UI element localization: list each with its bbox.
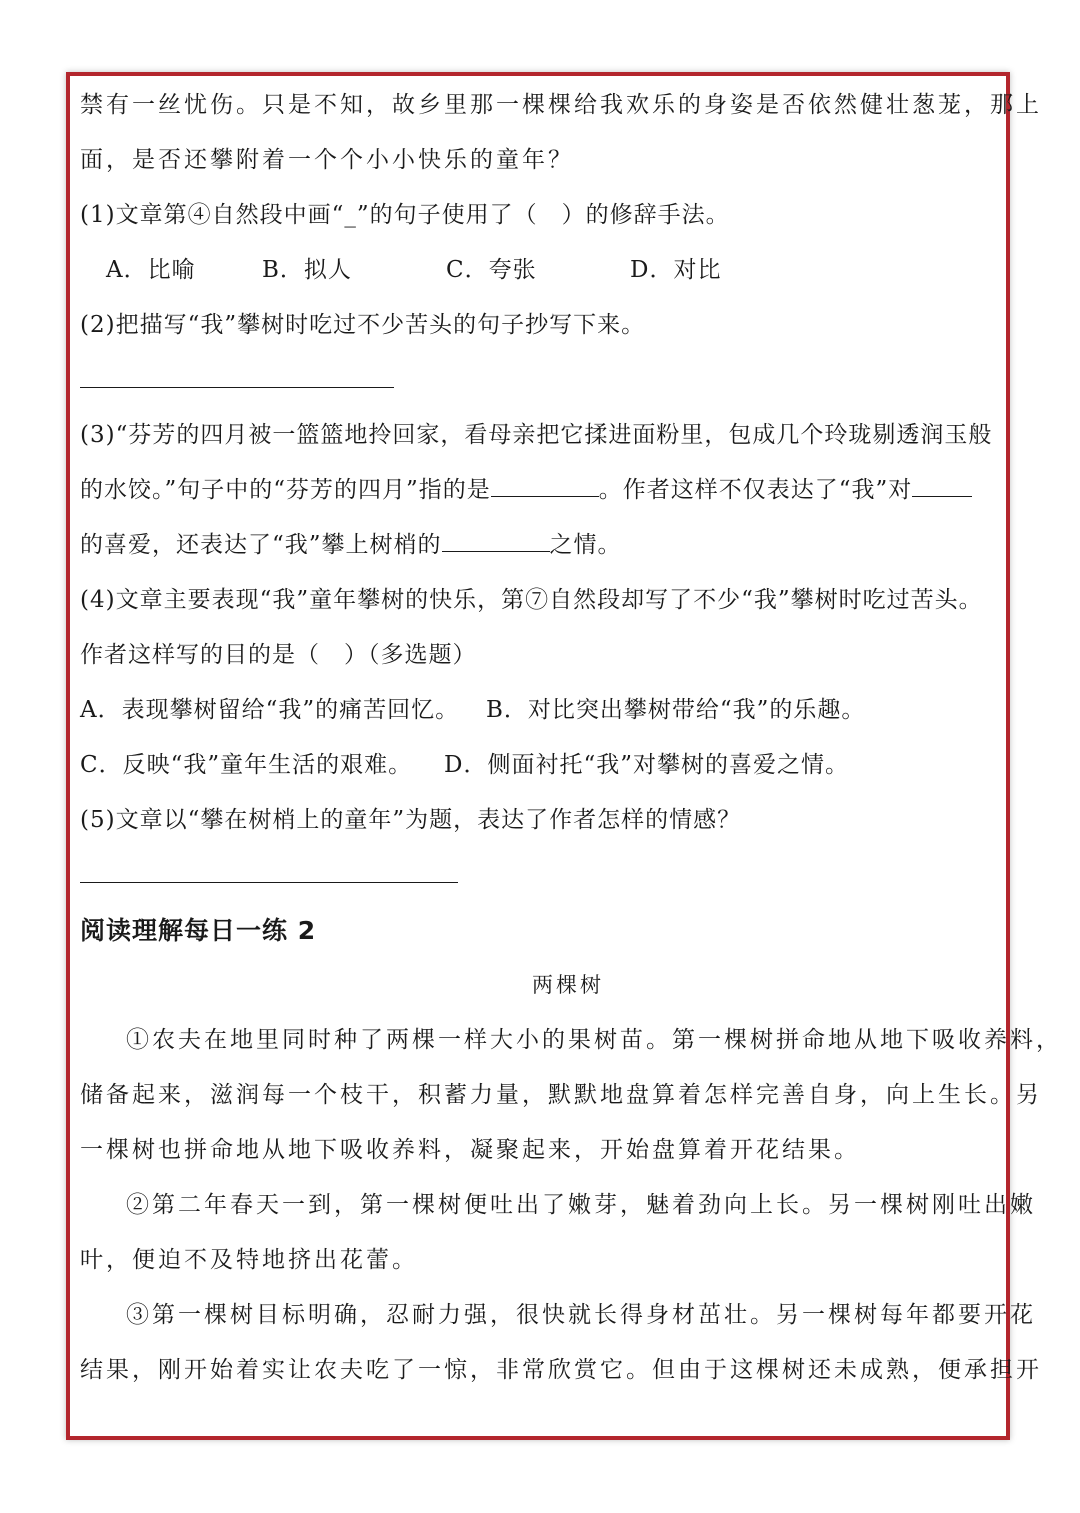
question-4-option-d: D．侧面衬托“我”对攀树的喜爱之情。: [444, 752, 849, 778]
question-1-options: [80, 243, 1000, 298]
passage-text-line: 面，是否还攀附着一个个小小快乐的童年？: [80, 147, 574, 173]
question-4-line: 作者这样写的目的是（ ）（多选题）: [80, 642, 477, 668]
question-5-answer-line[interactable]: [80, 848, 1000, 903]
question-1-option-d: D．对比: [630, 257, 722, 283]
passage-text-line: 储备起来，滋润每一个枝干，积蓄力量，默默地盘算着怎样完善自身，向上生长。另: [80, 1082, 1042, 1108]
passage-text-line: 叶，便迫不及特地挤出花蕾。: [80, 1247, 418, 1273]
passage-text-line: ③第一棵树目标明确，忍耐力强，很快就长得身材茁壮。另一棵树每年都要开花: [126, 1302, 1036, 1328]
question-4-line: (4)文章主要表现“我”童年攀树的快乐，第⑦自然段却写了不少“我”攀树时吃过苦头。: [80, 587, 983, 613]
passage-title: 两棵树: [532, 973, 604, 997]
question-4-option-a: A．表现攀树留给“我”的痛苦回忆。: [80, 697, 460, 723]
question-1-option-a: A．比喻: [106, 257, 196, 283]
passage-text-line: ①农夫在地里同时种了两棵一样大小的果树苗。第一棵树拼命地从地下吸收养料，: [126, 1027, 1062, 1053]
passage-text-line: 禁有一丝忧伤。只是不知，故乡里那一棵棵给我欢乐的身姿是否依然健壮葱茏，那上: [80, 92, 1042, 118]
section-heading: 阅读理解每日一练 2: [80, 916, 317, 945]
question-3-line: (3)“芬芳的四月被一篮篮地拎回家，看母亲把它揉进面粉里，包成几个玲珑剔透润玉般: [80, 422, 993, 448]
question-3-blank-2[interactable]: [912, 474, 972, 497]
question-2-stem: (2)把描写“我”攀树时吃过不少苦头的句子抄写下来。: [80, 312, 646, 338]
question-3-text: 的水饺。”句子中的“芬芳的四月”指的是: [80, 477, 491, 503]
question-4-option-c: C．反映“我”童年生活的艰难。: [80, 752, 413, 778]
question-3-line: [80, 518, 1000, 573]
question-4-options-row: [80, 738, 1000, 793]
question-3-text: 的喜爱，还表达了“我”攀上树梢的: [80, 532, 442, 558]
worksheet-content: [80, 78, 1062, 1398]
question-3-blank-1[interactable]: [491, 474, 599, 497]
passage-text-line: ②第二年春天一到，第一棵树便吐出了嫩芽，魅着劲向上长。另一棵树刚吐出嫩: [126, 1192, 1036, 1218]
question-1-option-c: C．夸张: [446, 257, 537, 283]
question-3-blank-3[interactable]: [442, 529, 550, 552]
question-3-text: 。作者这样不仅表达了“我”对: [598, 477, 913, 503]
question-3-line: [80, 463, 1000, 518]
question-1-stem: (1)文章第④自然段中画“_”的句子使用了（ ）的修辞手法。: [80, 202, 730, 228]
question-5-stem: (5)文章以“攀在树梢上的童年”为题，表达了作者怎样的情感？: [80, 807, 742, 833]
question-4-options-row: [80, 683, 1000, 738]
question-2-answer-line[interactable]: [80, 353, 1000, 408]
question-4-option-b: B．对比突出攀树带给“我”的乐趣。: [486, 697, 866, 723]
question-1-option-b: B．拟人: [262, 257, 352, 283]
question-3-text: 之情。: [549, 532, 622, 558]
passage-text-line: 一棵树也拼命地从地下吸收养料，凝聚起来，开始盘算着开花结果。: [80, 1137, 860, 1163]
passage-text-line: 结果，刚开始着实让农夫吃了一惊，非常欣赏它。但由于这棵树还未成熟，便承担开: [80, 1357, 1042, 1383]
